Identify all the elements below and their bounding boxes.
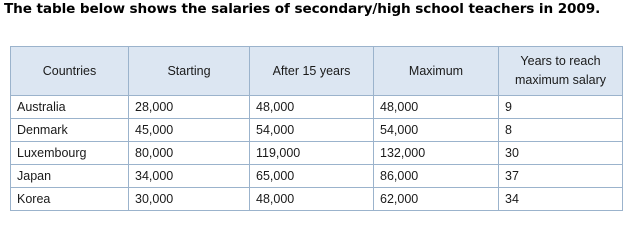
header-maximum: Maximum [374, 47, 499, 96]
years-to-max-cell: 30 [499, 142, 623, 165]
starting-cell: 34,000 [129, 165, 250, 188]
salary-table [10, 46, 623, 211]
after-15-years-cell: 48,000 [250, 96, 374, 119]
table-row [11, 142, 623, 165]
table-row [11, 188, 623, 211]
after-15-years-cell: 119,000 [250, 142, 374, 165]
maximum-cell: 54,000 [374, 119, 499, 142]
maximum-cell: 86,000 [374, 165, 499, 188]
starting-cell: 30,000 [129, 188, 250, 211]
starting-cell: 45,000 [129, 119, 250, 142]
table-body [11, 96, 623, 211]
maximum-cell: 62,000 [374, 188, 499, 211]
starting-cell: 28,000 [129, 96, 250, 119]
maximum-cell: 48,000 [374, 96, 499, 119]
table-row [11, 119, 623, 142]
country-cell: Korea [11, 188, 129, 211]
years-to-max-cell: 9 [499, 96, 623, 119]
header-years-to-max: Years to reach maximum salary [499, 47, 623, 96]
years-to-max-cell: 8 [499, 119, 623, 142]
country-cell: Australia [11, 96, 129, 119]
years-to-max-cell: 37 [499, 165, 623, 188]
starting-cell: 80,000 [129, 142, 250, 165]
header-after-15-years: After 15 years [250, 47, 374, 96]
table-row [11, 165, 623, 188]
header-starting: Starting [129, 47, 250, 96]
maximum-cell: 132,000 [374, 142, 499, 165]
country-cell: Denmark [11, 119, 129, 142]
table-title: The table below shows the salaries of secondary/high school teachers in 2009. [4, 1, 601, 17]
after-15-years-cell: 48,000 [250, 188, 374, 211]
after-15-years-cell: 54,000 [250, 119, 374, 142]
country-cell: Japan [11, 165, 129, 188]
years-to-max-cell: 34 [499, 188, 623, 211]
header-countries: Countries [11, 47, 129, 96]
table-row [11, 96, 623, 119]
header-row [11, 47, 623, 96]
after-15-years-cell: 65,000 [250, 165, 374, 188]
table-header [11, 47, 623, 96]
country-cell: Luxembourg [11, 142, 129, 165]
